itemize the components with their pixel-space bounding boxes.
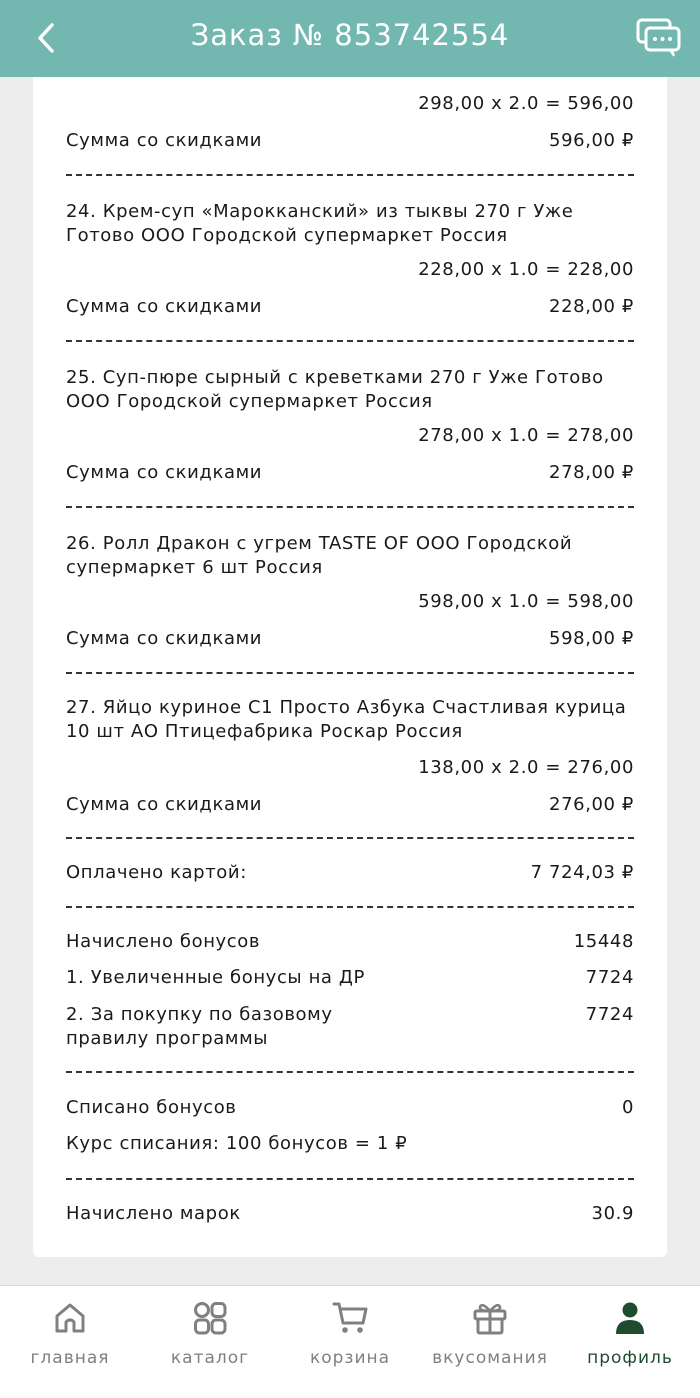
sum-label: Сумма со скидками (66, 296, 263, 317)
tab-profile[interactable] (560, 1300, 700, 1380)
tab-home[interactable] (0, 1300, 140, 1380)
bonuses-label: Начислено бонусов (66, 931, 261, 952)
item-name: 24. Крем-суп «Марокканский» из тыквы 270 г Уже Готово ООО Городской супермаркет Россия (66, 201, 574, 246)
sum-label: Сумма со скидками (66, 794, 263, 815)
item-calc: 228,00 x 1.0 = 228,00 (418, 259, 634, 280)
sum-value: 598,00 ₽ (549, 628, 634, 649)
header (0, 0, 700, 77)
sum-value: 276,00 ₽ (549, 794, 634, 815)
tab-label: каталог (170, 1348, 250, 1368)
divider (66, 837, 634, 839)
stamps-value: 30.9 (591, 1203, 634, 1224)
divider (66, 672, 634, 674)
bonus-line-label: 2. За покупку по базовому правилу программы (66, 1004, 333, 1049)
item-calc: 138,00 x 2.0 = 276,00 (418, 757, 634, 778)
bonus-line (66, 966, 634, 990)
item-name: 27. Яйцо куриное С1 Просто Азбука Счастливая курица 10 шт АО Птицефабрика Роскар Россия (66, 697, 627, 742)
paid-label: Оплачено картой: (66, 862, 247, 883)
bonus-line-value: 7724 (585, 967, 634, 988)
home-icon (52, 1300, 88, 1336)
item-name: 26. Ролл Дракон с угрем TASTE OF ООО Городской супермаркет 6 шт Россия (66, 533, 573, 578)
bonuses-value: 15448 (573, 931, 634, 952)
tab-catalog[interactable] (140, 1300, 280, 1380)
item-sum-row (66, 295, 634, 319)
catalog-icon (192, 1300, 228, 1336)
sum-label: Сумма со скидками (66, 130, 263, 151)
sum-label: Сумма со скидками (66, 628, 263, 649)
rate-row (66, 1132, 634, 1156)
item-calc: 278,00 x 1.0 = 278,00 (418, 425, 634, 446)
receipt-card (33, 40, 667, 1257)
bonus-line-label: 1. Увеличенные бонусы на ДР (66, 967, 366, 988)
written-off-value: 0 (621, 1097, 634, 1118)
item-sum-row (66, 793, 634, 817)
paid-row (66, 861, 634, 885)
item-name: 25. Суп-пюре сырный с креветками 270 г Уже Готово ООО Городской супермаркет Россия (66, 367, 604, 412)
bonus-line-value: 7724 (585, 1004, 634, 1025)
page-title: Заказ № 853742554 (190, 18, 510, 52)
divider (66, 506, 634, 508)
tab-label: профиль (587, 1348, 673, 1368)
tab-cart[interactable] (280, 1300, 420, 1380)
bonuses-row (66, 930, 634, 954)
cart-icon (332, 1300, 368, 1336)
chat-icon (636, 18, 682, 58)
paid-value: 7 724,03 ₽ (530, 862, 634, 883)
item-calc: 598,00 x 1.0 = 598,00 (418, 591, 634, 612)
sum-value: 228,00 ₽ (549, 296, 634, 317)
tab-bar (0, 1285, 700, 1398)
divider (66, 1178, 634, 1180)
tab-label: вкусомания (432, 1348, 548, 1368)
sum-value: 278,00 ₽ (549, 462, 634, 483)
divider (66, 1071, 634, 1073)
gift-icon (472, 1300, 508, 1336)
rate-text: Курс списания: 100 бонусов = 1 ₽ (66, 1133, 408, 1154)
chat-button[interactable] (636, 18, 682, 58)
stamps-label: Начислено марок (66, 1203, 241, 1224)
divider (66, 906, 634, 908)
sum-label: Сумма со скидками (66, 462, 263, 483)
item-sum-row (66, 627, 634, 651)
divider (66, 340, 634, 342)
written-off-label: Списано бонусов (66, 1097, 237, 1118)
item-calc: 298,00 x 2.0 = 596,00 (418, 93, 634, 114)
item-sum-row (66, 461, 634, 485)
stamps-row (66, 1202, 634, 1226)
tab-label: корзина (309, 1348, 391, 1368)
tab-label: главная (30, 1348, 110, 1368)
item-sum-row (66, 129, 634, 153)
bonus-line (66, 1003, 634, 1051)
profile-icon (612, 1300, 648, 1336)
written-off-row (66, 1096, 634, 1120)
sum-value: 596,00 ₽ (549, 130, 634, 151)
tab-vkusomania[interactable] (420, 1300, 560, 1380)
divider (66, 174, 634, 176)
